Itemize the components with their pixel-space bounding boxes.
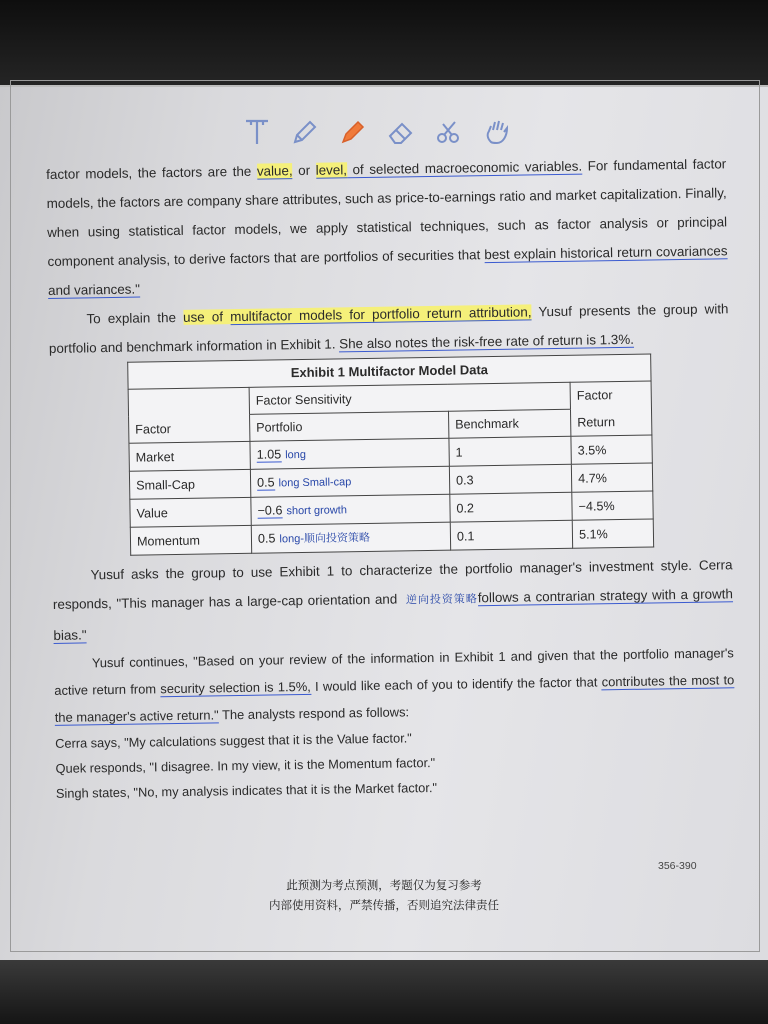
pen-icon[interactable] (288, 115, 322, 149)
exhibit-title: Exhibit 1 Multifactor Model Data (127, 354, 651, 389)
benchmark-column-header: Benchmark (448, 409, 571, 438)
handwritten-note: long-顺向投资策略 (279, 531, 371, 546)
handwritten-note-contrarian: 逆向投资策略 (405, 593, 478, 607)
highlight-value: value, (256, 163, 293, 179)
handwritten-note: short growth (286, 504, 348, 518)
highlighter-icon[interactable] (336, 115, 370, 149)
handwritten-note: long (285, 448, 307, 462)
annotation-toolbar (240, 112, 530, 152)
table-row: Market 1.05 long 1 3.5% (129, 435, 652, 471)
table-row: Small-Cap 0.5 long Small-cap 0.3 4.7% (129, 463, 652, 499)
empty-header-cell (128, 387, 249, 416)
singh-response: Singh states, "No, my analysis indicates that it is the Market factor." (55, 779, 438, 801)
eraser-icon[interactable] (384, 115, 418, 149)
hand-icon[interactable] (480, 115, 514, 149)
factor-sensitivity-header: Factor Sensitivity (249, 382, 570, 414)
highlight-level: level, (315, 162, 348, 178)
background-top (0, 0, 768, 90)
footer-disclaimer (0, 876, 768, 916)
paragraph-exhibit-intro: To explain the use of multifactor models for portfolio return attribution, Yusuf presents the group with portfolio and benchmark information in Exhibit 1. She also notes the risk-free rate of return is 1.3%. (48, 301, 729, 356)
paragraph-factor-models: factor models, the factors are the value, or level, of selected macroeconomic variables. For fundamental factor models, the factors are company share attributes, such as price-to-earnings ratio and market capitalization. Finally, when using statistical factor models, we apply statistical techniques, such as factor analysis or principal component analysis, to derive factors that are portfolios of securities that best explain historical return covariances and variances." (46, 156, 728, 298)
highlight-multifactor: multifactor models for portfolio return attribution, (230, 304, 532, 325)
paragraph-investment-style: Yusuf asks the group to use Exhibit 1 to characterize the portfolio manager's investment style. Cerra responds, "This manager has a large-cap orientation and 逆向投资策略follows a contrarian strategy with a growth bias." (52, 557, 734, 643)
table-row: Momentum 0.5 long-顺向投资策略 0.1 5.1% (130, 519, 653, 555)
portfolio-column-header: Portfolio (250, 411, 449, 441)
scissors-icon[interactable] (432, 115, 466, 149)
footer-line-1: 此预测为考点预测，考题仅为复习参考 (286, 880, 482, 892)
page-number: 356-390 (658, 860, 697, 872)
exhibit-table (127, 354, 654, 556)
footer-line-2: 内部使用资料，严禁传播，否则追究法律责任 (269, 900, 499, 912)
paragraph-active-return: Yusuf continues, "Based on your review of the information in Exhibit 1 and given that the portfolio manager's active return from security selection is 1.5%, I would like each of you to identify the factor that contributes the most to the manager's active return." The analysts respond as follows: (54, 645, 735, 725)
highlight-use-of: use of (182, 309, 231, 325)
return-column-header: Return (571, 408, 652, 436)
factor-column-header: Factor (129, 414, 250, 443)
handwritten-note: long Small-cap (278, 476, 352, 490)
factor-header: Factor (570, 381, 651, 409)
table-row: Value −0.6 short growth 0.2 −4.5% (130, 491, 653, 527)
quek-response: Quek responds, "I disagree. In my view, it is the Momentum factor." (55, 754, 436, 776)
document-text (46, 149, 736, 806)
text-tool-icon[interactable] (240, 115, 274, 149)
background-bottom (0, 960, 768, 1024)
cerra-response: Cerra says, "My calculations suggest that it is the Value factor." (55, 730, 412, 751)
